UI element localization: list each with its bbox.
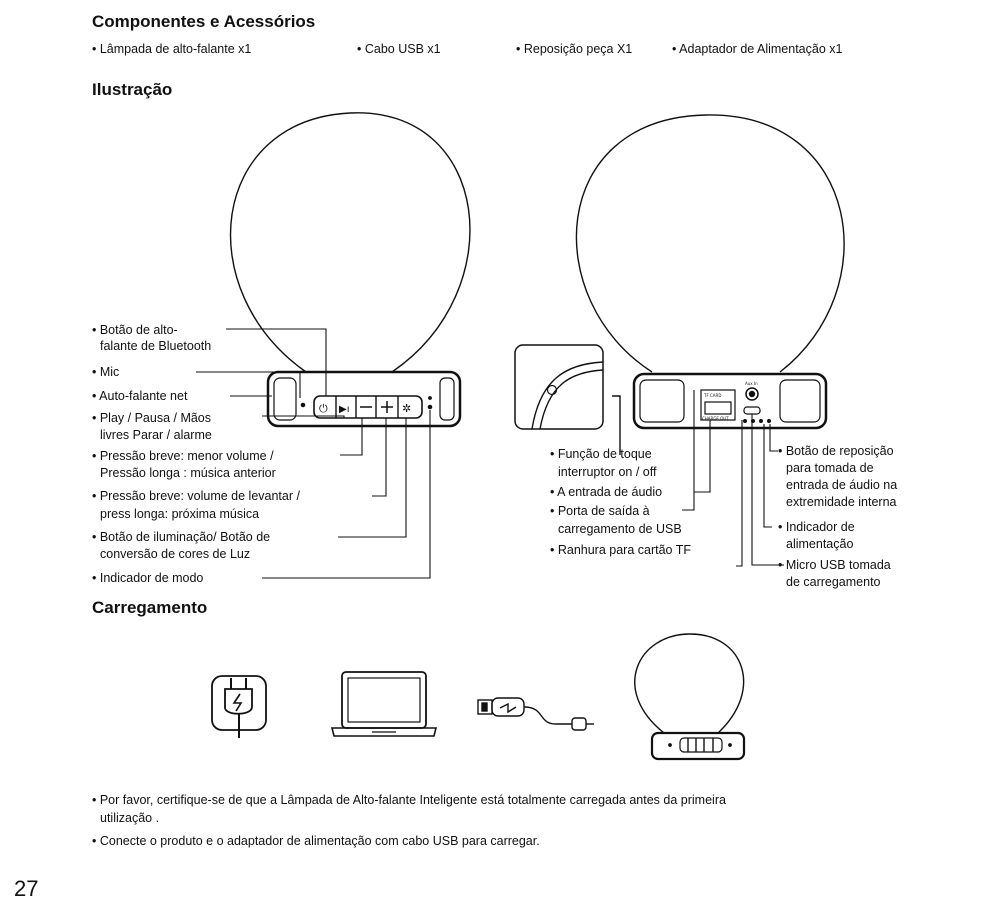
- label-power-indicator-cont: alimentação: [786, 537, 854, 551]
- label-bluetooth-button-cont: falante de Bluetooth: [100, 339, 212, 353]
- accessory-usb-cable: • Cabo USB x1: [357, 42, 441, 56]
- page-number: 27: [14, 876, 39, 901]
- label-micro-usb: • Micro USB tomada: [778, 558, 891, 572]
- label-speaker-net: • Auto-falante net: [92, 389, 188, 403]
- svg-text:⏻: ⏻: [319, 402, 328, 415]
- label-reset-button-cont3: extremidade interna: [786, 495, 897, 509]
- label-usb-output-cont: carregamento de USB: [558, 522, 682, 536]
- label-audio-input: • A entrada de áudio: [550, 485, 663, 499]
- label-mic: • Mic: [92, 365, 120, 379]
- label-volume-down-cont: Pressão longa : música anterior: [100, 466, 276, 480]
- illustration-heading: Ilustração: [92, 80, 173, 99]
- label-volume-up-cont: press longa: próxima música: [100, 507, 260, 521]
- label-power-indicator: • Indicador de: [778, 520, 855, 534]
- label-light-button: • Botão de iluminação/ Botão de: [92, 530, 271, 544]
- charging-note-2: • Conecte o produto e o adaptador de alimentação com cabo USB para carregar.: [92, 834, 540, 848]
- charging-note-1: • Por favor, certifique-se de que a Lâmpada de Alto-falante Inteligente está totalmente carregada antes da primeira: [92, 793, 726, 807]
- label-usb-output: • Porta de saída à: [550, 504, 650, 518]
- label-play-pause-cont: livres Parar / alarme: [100, 428, 212, 442]
- speaker-back-view: [576, 115, 844, 428]
- accessory-spare-part: • Reposição peça X1: [516, 42, 633, 56]
- label-reset-button-cont2: entrada de áudio na: [786, 478, 898, 492]
- usb-cable-icon: [478, 698, 594, 730]
- label-reset-button-cont1: para tomada de: [786, 461, 874, 475]
- svg-text:✲: ✲: [402, 402, 412, 415]
- label-light-button-cont: conversão de cores de Luz: [100, 547, 251, 561]
- label-volume-down: • Pressão breve: menor volume /: [92, 449, 274, 463]
- svg-text:Aux In: Aux In: [745, 381, 758, 386]
- label-micro-usb-cont: de carregamento: [786, 575, 881, 589]
- svg-text:CHARGE OUT: CHARGE OUT: [702, 416, 729, 421]
- laptop-icon: [332, 672, 436, 736]
- speaker-front-view: [231, 113, 470, 426]
- speaker-charging-icon: [635, 634, 744, 759]
- label-bluetooth-button: • Botão de alto-: [92, 323, 178, 337]
- label-tf-slot: • Ranhura para cartão TF: [550, 543, 692, 557]
- power-adapter-icon: [212, 676, 266, 738]
- svg-text:TF CARD: TF CARD: [704, 393, 722, 398]
- touch-switch-detail: [515, 345, 620, 455]
- accessory-power-adapter: • Adaptador de Alimentação x1: [672, 42, 843, 56]
- label-touch-switch: • Função de toque: [550, 447, 652, 461]
- charging-heading: Carregamento: [92, 598, 208, 617]
- accessory-lamp: • Lâmpada de alto-falante x1: [92, 42, 252, 56]
- label-reset-button: • Botão de reposição: [778, 444, 894, 458]
- components-heading: Componentes e Acessórios: [92, 12, 316, 31]
- label-mode-indicator: • Indicador de modo: [92, 571, 204, 585]
- svg-text:▶ı: ▶ı: [339, 404, 350, 415]
- charging-note-1-cont: utilização .: [100, 811, 160, 825]
- label-play-pause: • Play / Pausa / Mãos: [92, 411, 212, 425]
- label-volume-up: • Pressão breve: volume de levantar /: [92, 489, 300, 503]
- label-touch-switch-cont: interruptor on / off: [558, 465, 657, 479]
